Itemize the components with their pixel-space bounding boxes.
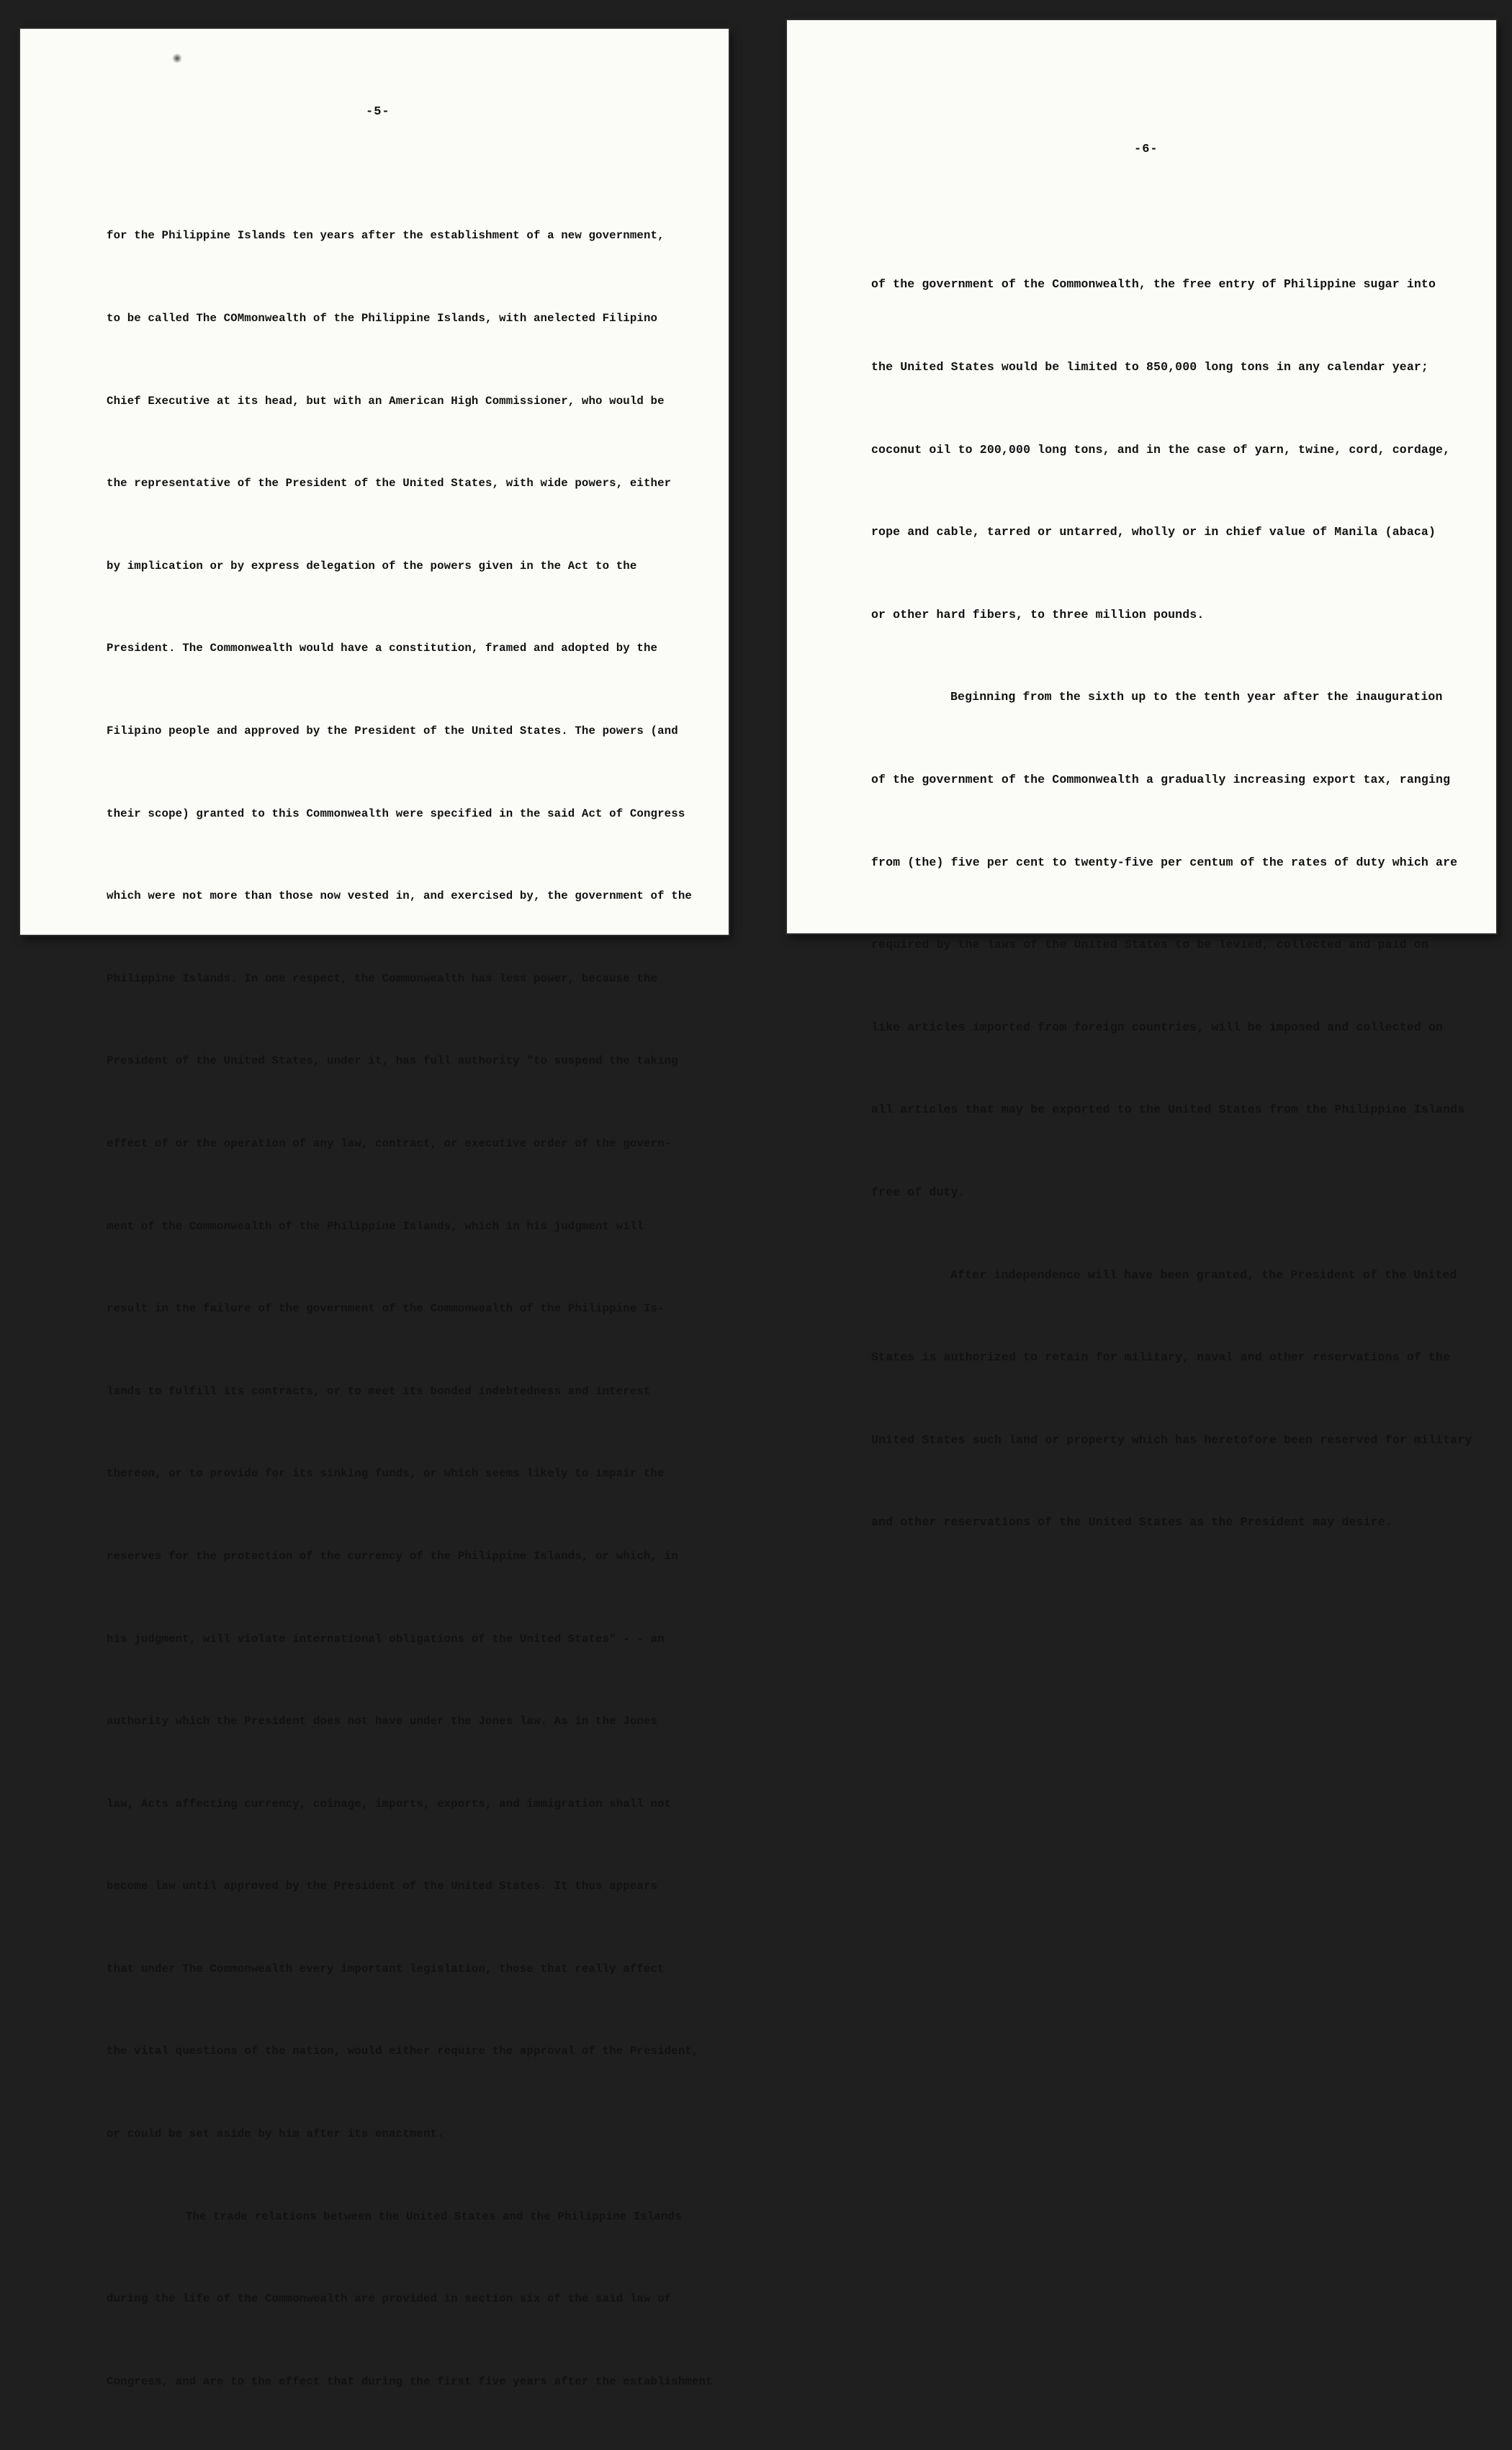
text-line: result in the failure of the government of the Commonwealth of the Philippine Is- [107,1302,665,1316]
text-line: States is authorized to retain for military, naval and other reservations of the [871,1350,1451,1365]
text-line: Chief Executive at its head, but with an American High Commissioner, who would be [107,394,665,408]
document-page-5 [20,29,729,2388]
text-line: coconut oil to 200,000 long tons, and in the case of yarn, twine, cord, cordage, [871,442,1451,457]
text-line: law, Acts affecting currency, coinage, imports, exports, and immigration shall not [107,1797,672,1810]
text-line: rope and cable, tarred or untarred, wholly or in chief value of Manila (abaca) [871,525,1436,539]
page-body-text [107,167,713,2450]
page-body-text [871,216,1472,1592]
text-line: or other hard fibers, to three million pounds. [871,607,1205,622]
text-line: required by the laws of the United States to be levied, collected and paid on [871,938,1428,952]
text-line: during the life of the Commonwealth are provided in section six of the said law of [107,2292,672,2306]
text-line: United States such land or property which has heretofore been reserved for military [871,1432,1472,1447]
document-page-6 [787,20,1496,1530]
text-line: Philippine Islands. In one respect, the Commonwealth has less power, because the [107,972,658,985]
text-line: authority which the President does not have under the Jones law. As in the Jones [107,1715,658,1728]
text-line: of the government of the Commonwealth a gradually increasing export tax, ranging [871,772,1451,786]
text-line: After independence will have been granted, the President of the United [950,1267,1457,1282]
text-line: reserves for the protection of the currency of the Philippine Islands, or which, in [107,1549,678,1563]
text-line: Filipino people and approved by the President of the United States. The powers (and [107,724,678,737]
text-line: that under The Commonwealth every important legislation, those that really affect [107,1962,665,1975]
text-line: lands to fulfill its contracts, or to meet its bonded indebtedness and interest [107,1384,651,1398]
text-line: President. The Commonwealth would have a constitution, framed and adopted by the [107,642,658,655]
text-line: The trade relations between the United States and the Philippine Islands [186,2209,682,2223]
text-line: to be called The COMmonwealth of the Philippine Islands, with anelected Filipino [107,312,658,325]
text-line: from (the) five per cent to twenty-five per centum of the rates of duty which are [871,855,1458,869]
text-line: effect of or the operation of any law, contract, or executive order of the govern- [107,1136,672,1150]
text-line: or could be set aside by him after its enactment. [107,2127,444,2141]
text-line: Beginning from the sixth up to the tenth year after the inauguration [950,690,1443,704]
text-line: of the government of the Commonwealth, the free entry of Philippine sugar into [871,277,1436,292]
ink-smudge [172,53,182,63]
page-number: -6- [1134,143,1158,156]
text-line: ment of the Commonwealth of the Philippine Islands, which in his judgment will [107,1219,644,1233]
text-line: the vital questions of the nation, would either require the approval of the President, [107,2045,699,2058]
text-line: which were not more than those now vested in, and exercised by, the government of the [107,889,692,903]
text-line: become law until approved by the President of the United States. It thus appears [107,1880,658,1893]
text-line: and other reservations of the United States as the President may desire. [871,1515,1392,1530]
text-line: his judgment, will violate international obligations of the United States" - - an [107,1632,665,1646]
text-line: like articles imported from foreign countries, will be imposed and collected on [871,1020,1444,1034]
text-line: thereon, or to provide for its sinking funds, or which seems likely to impair the [107,1467,665,1481]
text-line: the representative of the President of the United States, with wide powers, either [107,477,672,490]
text-line: by implication or by express delegation of the powers given in the Act to the [107,559,637,573]
text-line: free of duty. [871,1185,966,1199]
text-line: Congress, and are to the effect that during the first five years after the establishment [107,2374,713,2388]
text-line: President of the United States, under it, has full authority "to suspend the taking [107,1054,678,1068]
text-line: their scope) granted to this Commonwealth were specified in the said Act of Congress [107,807,685,820]
text-line: all articles that may be exported to the United States from the Philippine Islands [871,1103,1465,1117]
text-line: the United States would be limited to 850,000 long tons in any calendar year; [871,360,1428,374]
text-line: for the Philippine Islands ten years after the establishment of a new government, [107,229,665,243]
page-number: -5- [366,105,390,119]
